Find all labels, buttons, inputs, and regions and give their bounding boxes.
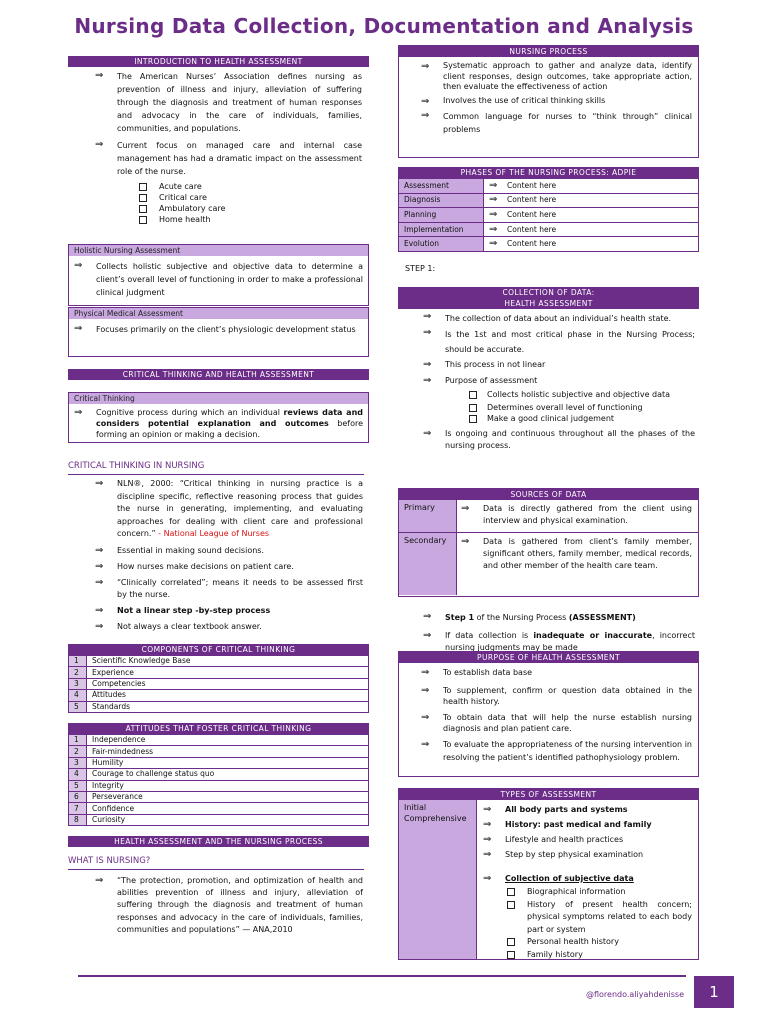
arrow-icon: ⇒ — [489, 179, 498, 191]
critical-thinking-subheader: Critical Thinking — [69, 393, 368, 404]
arrow-icon: ⇒ — [95, 604, 104, 616]
checkbox-icon — [507, 938, 515, 946]
table-row — [69, 803, 369, 814]
table-row — [399, 179, 699, 194]
arrow-icon: ⇒ — [95, 544, 104, 556]
sources-header: SOURCES OF DATA — [399, 489, 698, 500]
row-text: Competencies — [87, 678, 369, 689]
checkbox-icon — [469, 404, 477, 412]
table-row — [69, 656, 369, 667]
types-header: TYPES OF ASSESSMENT — [399, 789, 698, 800]
row-number: 3 — [69, 757, 87, 768]
table-row — [69, 769, 369, 780]
row-number: 1 — [69, 735, 87, 746]
arrow-icon: ⇒ — [421, 667, 430, 678]
arrow-icon: ⇒ — [95, 576, 104, 588]
row-number: 7 — [69, 803, 87, 814]
phase-content: ⇒ Content here — [484, 193, 699, 208]
arrow-icon: ⇒ — [483, 834, 492, 845]
arrow-icon: ⇒ — [421, 739, 430, 750]
row-number: 2 — [69, 667, 87, 678]
checkbox-icon — [139, 205, 147, 213]
row-text: Scientific Knowledge Base — [87, 656, 369, 667]
what-is-nursing-title: WHAT IS NURSING? — [68, 856, 364, 870]
arrow-icon: ⇒ — [421, 685, 430, 696]
row-number: 6 — [69, 791, 87, 802]
checkbox-icon — [139, 216, 147, 224]
list-item: Personal health history — [507, 936, 692, 949]
row-text: Independence — [87, 735, 369, 746]
arrow-icon: ⇒ — [95, 875, 104, 886]
intro-header: INTRODUCTION TO HEALTH ASSESSMENT — [68, 56, 369, 67]
author-handle: @florendo.aliyahdenisse — [585, 990, 684, 999]
table-row — [69, 690, 369, 701]
primary-text: Data is directly gathered from the client using interview and physical examination. — [483, 504, 692, 525]
arrow-icon: ⇒ — [421, 61, 430, 72]
step1-notes: ⇒ Step 1 of the Nursing Process (ASSESSMENT) ⇒ If data collection is inadequate or inaccurate, incorrect nursing judgments may be made — [423, 611, 696, 652]
checkbox-icon — [139, 183, 147, 191]
phase-content: ⇒ Content here — [484, 179, 699, 194]
arrow-icon: ⇒ — [421, 95, 430, 107]
collection-list: ⇒ The collection of data about an individual’s health state. ⇒ Is the 1st and most critical phase in the Nursing Process; should be accurate. ⇒ This process in not linear ⇒ Purpose of assessment Collects holistic subjective and objective data Determines overall level of functioning Make a good clinical judgement ⇒ Is ongoing and continuous throughout all the phases of the nursing process. — [423, 311, 695, 450]
arrow-icon: ⇒ — [95, 560, 104, 572]
arrow-icon: ⇒ — [421, 109, 430, 121]
list-item: Biographical information — [507, 886, 692, 899]
row-text: Attitudes — [87, 690, 369, 701]
row-text: Courage to challenge status quo — [87, 769, 369, 780]
arrow-icon: ⇒ — [423, 611, 432, 622]
phase-content: ⇒ Content here — [484, 237, 699, 252]
phase-name: Planning — [399, 208, 484, 223]
arrow-icon: ⇒ — [461, 503, 470, 514]
checkbox-icon — [469, 415, 477, 423]
types-content: ⇒ All body parts and systems ⇒ History: past medical and family ⇒ Lifestyle and health practices ⇒ Step by step physical examination ⇒ Collection of subjective data Biographical information History of present health concern; physical symptoms related to each body part or system Personal health history Family history — [477, 800, 698, 959]
table-row — [69, 791, 369, 802]
row-number: 1 — [69, 656, 87, 667]
phase-content: ⇒ Content here — [484, 208, 699, 223]
row-number: 4 — [69, 690, 87, 701]
checkbox-icon — [469, 391, 477, 399]
purpose-box: PURPOSE OF HEALTH ASSESSMENT ⇒ To establish data base ⇒ To supplement, confirm or question data obtained in the health history. ⇒ To obtain data that will help the nurse establish nursing diagnosis and plan patient care. ⇒ To evaluate the appropriateness of the nursing intervention in resolving the patient’s identified pathophysiology problem. — [398, 651, 699, 777]
critical-thinking-text: Cognitive process during which an individual reviews data and considers potential explanation and outcomes before forming an opinion or making a decision. — [96, 408, 363, 439]
arrow-icon: ⇒ — [489, 208, 498, 220]
table-row — [69, 814, 369, 825]
row-text: Confidence — [87, 803, 369, 814]
components-header: COMPONENTS OF CRITICAL THINKING — [68, 644, 369, 655]
row-text: Experience — [87, 667, 369, 678]
arrow-icon: ⇒ — [423, 630, 432, 641]
intro-paragraph-2: Current focus on managed care and internal case management has had a dramatic impact on the assessment role of the nurse. — [117, 141, 362, 176]
checkbox-icon — [507, 888, 515, 896]
arrow-icon: ⇒ — [423, 359, 432, 370]
row-text: Fair-mindedness — [87, 746, 369, 757]
arrow-icon: ⇒ — [74, 407, 83, 418]
physical-header: Physical Medical Assessment — [69, 308, 368, 319]
arrow-icon: ⇒ — [74, 323, 83, 334]
adpie-header: PHASES OF THE NURSING PROCESS: ADPIE — [398, 167, 699, 178]
list-item: Collects holistic subjective and objective data — [469, 389, 695, 401]
step-label: STEP 1: — [405, 264, 436, 273]
row-number: 8 — [69, 814, 87, 825]
arrow-icon: ⇒ — [489, 238, 498, 250]
holistic-box — [68, 244, 369, 306]
arrow-icon: ⇒ — [423, 311, 432, 322]
nursing-process-box: NURSING PROCESS ⇒ Systematic approach to gather and analyze data, identify client responses, design outcomes, take appropriate action, then evaluate the effectiveness of action ⇒ Involves the use of critical thinking skills ⇒ Common language for nurses to “think through” clinical problems — [398, 45, 699, 158]
what-is-nursing-section: ⇒ “The protection, promotion, and optimization of health and abilities prevention of illness and injury, alleviation of suffering through the diagnosis and treatment of human responses and advocacy in the care of individuals, families, communities and populations” — ANA,2010 — [95, 875, 363, 934]
table-row — [399, 222, 699, 237]
arrow-icon: ⇒ — [423, 428, 432, 439]
table-row — [69, 780, 369, 791]
row-number: 3 — [69, 678, 87, 689]
collection-header: COLLECTION OF DATA: HEALTH ASSESSMENT — [398, 287, 699, 309]
arrow-icon: ⇒ — [95, 478, 104, 489]
row-text: Humility — [87, 757, 369, 768]
critical-thinking-in-nursing-list: ⇒ NLN®, 2000: “Critical thinking in nursing practice is a discipline specific, reflective reasoning process that guides the nurse in generating, implementing, and evaluating approaches for dealing with client care and professional concern.” - National League of Nurses ⇒ Essential in making sound decisions. ⇒ How nurses make decisions on patient care. ⇒ “Clinically correlated”; means it needs to be assessed first by the nurse. ⇒ Not a linear step -by-step process ⇒ Not always a clear textbook answer. — [95, 478, 363, 632]
arrow-icon: ⇒ — [483, 849, 492, 860]
row-number: 5 — [69, 701, 87, 712]
table-row — [399, 193, 699, 208]
purpose-header: PURPOSE OF HEALTH ASSESSMENT — [399, 652, 698, 663]
secondary-text: Data is gathered from client’s family member, significant others, family member, medical records, and other member of the health care team. — [483, 537, 692, 570]
critical-header: CRITICAL THINKING AND HEALTH ASSESSMENT — [68, 369, 369, 380]
table-row — [399, 237, 699, 252]
table-row — [69, 678, 369, 689]
physical-text: Focuses primarily on the client’s physiologic development status — [96, 325, 356, 334]
critical-thinking-box — [68, 392, 369, 443]
phase-name: Assessment — [399, 179, 484, 194]
checkbox-icon — [139, 194, 147, 202]
arrow-icon: ⇒ — [95, 70, 104, 81]
arrow-icon: ⇒ — [489, 194, 498, 206]
attitudes-header: ATTITUDES THAT FOSTER CRITICAL THINKING — [68, 723, 369, 734]
table-row — [399, 208, 699, 223]
footer-divider — [78, 975, 686, 977]
checkbox-icon — [507, 951, 515, 959]
row-number: 4 — [69, 769, 87, 780]
holistic-text: Collects holistic subjective and objective data to determine a client’s overall level of functioning in order to make a professional clinical judgment — [96, 262, 363, 297]
arrow-icon: ⇒ — [483, 804, 492, 815]
arrow-icon: ⇒ — [95, 620, 104, 632]
hanp-header: HEALTH ASSESSMENT AND THE NURSING PROCESS — [68, 836, 369, 847]
arrow-icon: ⇒ — [483, 873, 492, 884]
phase-name: Evolution — [399, 237, 484, 252]
types-table — [398, 788, 699, 960]
list-item: Determines overall level of functioning — [469, 403, 695, 412]
row-text: Integrity — [87, 780, 369, 791]
primary-label: Primary — [399, 500, 457, 532]
page-title: Nursing Data Collection, Documentation and Analysis — [74, 14, 694, 38]
table-row — [69, 746, 369, 757]
checkbox-icon — [507, 901, 515, 909]
arrow-icon: ⇒ — [423, 375, 432, 386]
arrow-icon: ⇒ — [74, 260, 83, 271]
list-item: History of present health concern; physical symptoms related to each body part or system — [507, 899, 692, 937]
row-text: Standards — [87, 701, 369, 712]
page-number: 1 — [694, 976, 734, 1008]
secondary-label: Secondary — [399, 533, 457, 595]
row-number: 5 — [69, 780, 87, 791]
phase-name: Implementation — [399, 222, 484, 237]
row-text: Perseverance — [87, 791, 369, 802]
arrow-icon: ⇒ — [483, 819, 492, 830]
arrow-icon: ⇒ — [423, 327, 432, 338]
row-text: Curiosity — [87, 814, 369, 825]
list-item: Home health — [139, 215, 362, 224]
phase-name: Diagnosis — [399, 193, 484, 208]
list-item: Ambulatory care — [139, 204, 362, 213]
list-item: Critical care — [139, 193, 362, 202]
arrow-icon: ⇒ — [489, 223, 498, 235]
list-item: Make a good clinical judgement — [469, 414, 695, 423]
row-number: 2 — [69, 746, 87, 757]
table-row — [69, 667, 369, 678]
critical-thinking-in-nursing-title: CRITICAL THINKING IN NURSING — [68, 461, 364, 475]
sources-table — [398, 488, 699, 597]
table-row — [69, 735, 369, 746]
intro-paragraph-1: The American Nurses’ Association defines nursing as prevention of illness and injury, alleviation of suffering through the diagnosis and treatment of human responses and advocacy in the care of individuals, families, communities, and populations. — [117, 72, 362, 133]
list-item: Acute care — [139, 182, 362, 191]
arrow-icon: ⇒ — [95, 139, 104, 150]
phase-content: ⇒ Content here — [484, 222, 699, 237]
physical-box — [68, 307, 369, 357]
intro-section — [95, 70, 362, 226]
types-label: Initial Comprehensive — [399, 800, 477, 959]
list-item: Family history — [507, 949, 692, 962]
adpie-table — [398, 167, 699, 252]
components-table — [68, 644, 369, 713]
arrow-icon: ⇒ — [461, 536, 470, 547]
nursing-process-header: NURSING PROCESS — [399, 46, 698, 57]
table-row — [69, 757, 369, 768]
table-row — [69, 701, 369, 712]
holistic-header: Holistic Nursing Assessment — [69, 245, 368, 256]
attitudes-table — [68, 723, 369, 826]
arrow-icon: ⇒ — [421, 712, 430, 723]
